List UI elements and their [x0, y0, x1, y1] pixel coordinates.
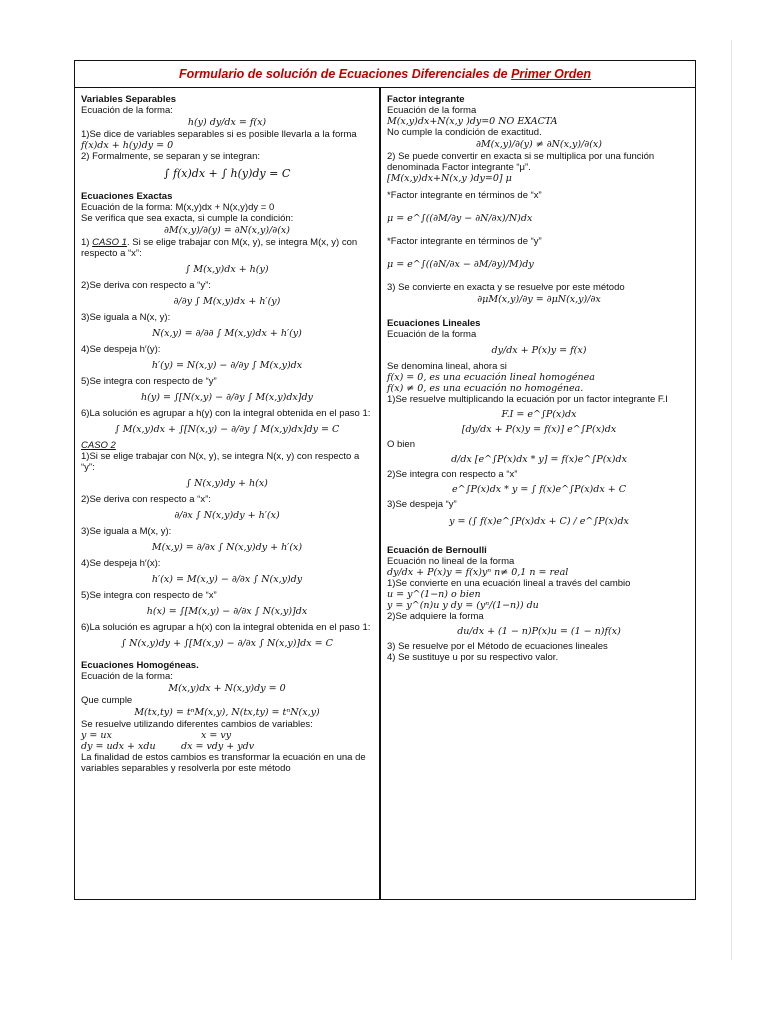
text: Se resuelve utilizando diferentes cambios de variables: — [81, 719, 313, 730]
equation: N(x,y) = ∂/∂∂ ∫ M(x,y)dx + h′(y) — [152, 328, 302, 339]
equation: M(x,y) = ∂/∂x ∫ N(x,y)dy + h′(x) — [151, 542, 303, 553]
text: Se denomina lineal, ahora si — [387, 361, 507, 372]
case2-label: CASO 2 — [81, 440, 116, 451]
equation: d/dx [e^∫P(x)dx * y] = f(x)e^∫P(x)dx — [451, 454, 627, 465]
text: *Factor integrante en términos de “y” — [387, 236, 542, 247]
text: 3) Se convierte en exacta y se resuelve por este método — [387, 282, 625, 293]
equation: dy/dx + P(x)y = f(x) — [491, 345, 587, 356]
text: 1)Se resuelve multiplicando la ecuación por un factor integrante F.I — [387, 394, 668, 405]
column-divider — [379, 87, 381, 899]
text: La finalidad de estos cambios es transformar la ecuación en una de variables separables y resolverla por este método — [81, 752, 366, 774]
equation: M(x,y)dx + N(x,y)dy = 0 — [168, 683, 286, 694]
equation: u = y^(1−n) o bien — [387, 589, 481, 600]
heading-ecuaciones-homogeneas: Ecuaciones Homogéneas. — [81, 660, 199, 671]
text: Se verifica que sea exacta, si cumple la condición: — [81, 213, 294, 224]
equation: h(x) = ∫[M(x,y) − ∂/∂x ∫ N(x,y)]dx — [146, 606, 308, 617]
text: 2) Se puede convertir en exacta si se multiplica por una función denominada Factor integrante “μ”. — [387, 151, 655, 173]
text: 1)Se convierte en una ecuación lineal a través del cambio — [387, 578, 631, 589]
text: 3)Se iguala a M(x, y): — [81, 526, 172, 537]
title-underlined: Primer Orden — [511, 67, 591, 81]
equation: x = vy — [201, 730, 232, 741]
text: Ecuación de la forma — [387, 105, 477, 116]
heading-ecuacion-bernoulli: Ecuación de Bernoulli — [387, 545, 487, 556]
equation: dy/dx + P(x)y = f(x)yⁿ n≠ 0,1 n = real — [387, 567, 569, 578]
text: 4)Se despeja h′(y): — [81, 344, 161, 355]
equation: ∂/∂y ∫ M(x,y)dx + h′(y) — [173, 296, 281, 307]
text: Ecuación de la forma: — [81, 671, 173, 682]
text: 4) Se sustituye u por su respectivo valor. — [387, 652, 559, 663]
text: 4)Se despeja h′(x): — [81, 558, 161, 569]
heading-variables-separables: Variables Separables — [81, 94, 177, 105]
text: 5)Se integra con respecto de “x” — [81, 590, 217, 601]
equation: y = (∫ f(x)e^∫P(x)dx + C) / e^∫P(x)dx — [449, 516, 629, 527]
left-column — [81, 94, 373, 774]
equation: [dy/dx + P(x)y = f(x)] e^∫P(x)dx — [461, 424, 617, 435]
equation: dy = udx + xdu — [81, 741, 156, 752]
equation: ∂/∂x ∫ N(x,y)dy + h′(x) — [174, 510, 280, 521]
equation: h(y) dy/dx = f(x) — [187, 117, 267, 128]
equation: ∂μM(x,y)/∂y = ∂μN(x,y)/∂x — [477, 294, 601, 305]
text: . Si se elige trabajar con M(x, y), se integra M(x, y) con respecto a “x”: — [81, 237, 358, 259]
equation: [M(x,y)dx+N(x,y )dy=0] μ — [387, 173, 512, 184]
substitution-row — [81, 741, 373, 752]
equation: M(tx,ty) = tⁿM(x,y), N(tx,ty) = tⁿN(x,y) — [134, 707, 320, 718]
text: 2)Se deriva con respecto a “x”: — [81, 494, 211, 505]
text: No cumple la condición de exactitud. — [387, 127, 542, 138]
text: 3)Se despeja “y” — [387, 499, 457, 510]
text: f(x) = 0, es una ecuación lineal homogénea — [387, 372, 595, 383]
equation: y = ux — [81, 730, 112, 741]
text: O bien — [387, 439, 415, 450]
equation: h′(y) = N(x,y) − ∂/∂y ∫ M(x,y)dx — [151, 360, 303, 371]
equation: h(y) = ∫[N(x,y) − ∂/∂y ∫ M(x,y)dx]dy — [141, 392, 313, 403]
title-main: Formulario de solución de Ecuaciones Diferenciales de — [179, 67, 508, 81]
equation: ∫ M(x,y)dx + h(y) — [185, 264, 269, 275]
equation: ∫ f(x)dx + ∫ h(y)dy = C — [163, 167, 291, 180]
text: Que cumple — [81, 695, 133, 706]
equation: f(x)dx + h(y)dy = 0 — [81, 140, 174, 151]
text: Ecuación de la forma: M(x,y)dx + N(x,y)dy = 0 — [81, 202, 275, 213]
text: 2)Se adquiere la forma — [387, 611, 484, 622]
text: 2)Se deriva con respecto a “y”: — [81, 280, 211, 291]
heading-factor-integrante: Factor integrante — [387, 94, 465, 105]
equation: du/dx + (1 − n)P(x)u = (1 − n)f(x) — [457, 626, 621, 637]
text: Ecuación no lineal de la forma — [387, 556, 515, 567]
equation: ∫ M(x,y)dx + ∫[N(x,y) − ∂/∂y ∫ M(x,y)dx]dy = C — [114, 424, 340, 435]
text: 2)Se integra con respecto a “x” — [387, 469, 518, 480]
right-column — [387, 94, 691, 663]
text: Ecuación de la forma — [387, 329, 477, 340]
case1-label: CASO 1 — [92, 237, 127, 248]
text: f(x) ≠ 0, es una ecuación no homogénea. — [387, 383, 584, 394]
equation: y = y^(n)u y dy = (yⁿ/(1−n)) du — [387, 600, 539, 611]
equation: μ = e^∫((∂N/∂x − ∂M/∂y)/M)dy — [387, 259, 534, 270]
substitution-row — [81, 730, 373, 741]
page-edge-line — [731, 40, 732, 960]
heading-ecuaciones-lineales: Ecuaciones Lineales — [387, 318, 481, 329]
equation: ∫ N(x,y)dy + ∫[M(x,y) − ∂/∂x ∫ N(x,y)]dx = C — [121, 638, 333, 649]
text: 1)Si se elige trabajar con N(x, y), se integra N(x, y) con respecto a “y”: — [81, 451, 360, 473]
formula-sheet — [74, 60, 696, 900]
equation: F.I = e^∫P(x)dx — [501, 409, 577, 420]
equation: ∂M(x,y)/∂(y) ≠ ∂N(x,y)/∂(x) — [476, 139, 602, 150]
text: 6)La solución es agrupar a h(y) con la integral obtenida en el paso 1: — [81, 408, 371, 419]
text: 3)Se iguala a N(x, y): — [81, 312, 171, 323]
text: M(x,y)dx+N(x,y )dy=0 NO EXACTA — [387, 116, 558, 127]
sheet-title — [75, 61, 695, 88]
text: 6)La solución es agrupar a h(x) con la integral obtenida en el paso 1: — [81, 622, 371, 633]
text: 3) Se resuelve por el Método de ecuaciones lineales — [387, 641, 608, 652]
text: 5)Se integra con respecto de “y” — [81, 376, 217, 387]
text: 1) CASO 1. Si se elige trabajar con M(x, y), se integra M(x, y) con respecto a “x”: — [81, 237, 358, 259]
equation: ∂M(x,y)/∂(y) = ∂N(x,y)/∂(x) — [164, 225, 290, 236]
text: 1)Se dice de variables separables si es posible llevarla a la forma — [81, 129, 357, 140]
heading-ecuaciones-exactas: Ecuaciones Exactas — [81, 191, 173, 202]
text: 2) Formalmente, se separan y se integran: — [81, 151, 261, 162]
text: Ecuación de la forma: — [81, 105, 173, 116]
equation: h′(x) = M(x,y) − ∂/∂x ∫ N(x,y)dy — [151, 574, 303, 585]
equation: ∫ N(x,y)dy + h(x) — [186, 478, 268, 489]
equation: dx = vdy + ydv — [181, 741, 255, 752]
equation: e^∫P(x)dx * y = ∫ f(x)e^∫P(x)dx + C — [452, 484, 626, 495]
equation: μ = e^∫((∂M/∂y − ∂N/∂x)/N)dx — [387, 213, 533, 224]
text: *Factor integrante en términos de “x” — [387, 190, 542, 201]
